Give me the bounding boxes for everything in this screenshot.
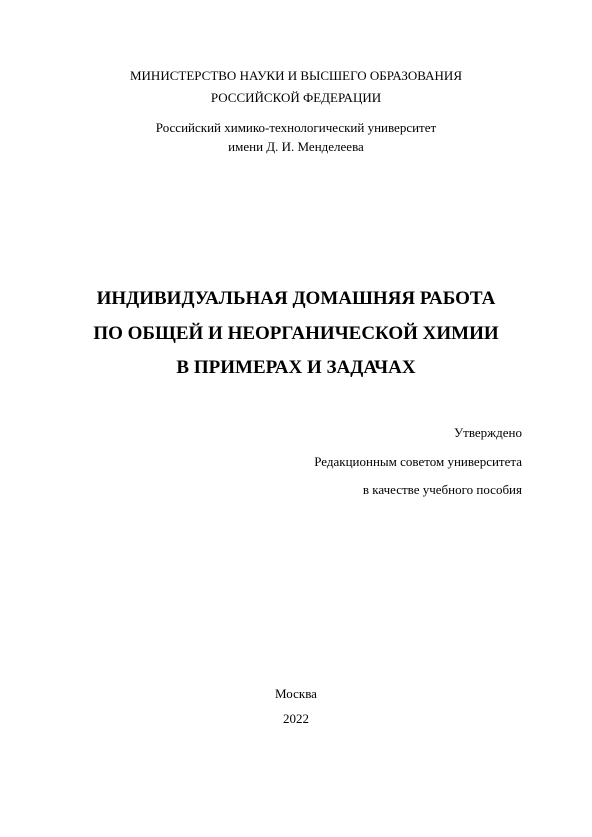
ministry-name-line1: МИНИСТЕРСТВО НАУКИ И ВЫСШЕГО ОБРАЗОВАНИЯ: [129, 68, 462, 83]
document-title-line3: В ПРИМЕРАХ И ЗАДАЧАХ: [176, 357, 416, 378]
publication-year: 2022: [283, 711, 309, 726]
university-name-line1: Российский химико-технологический университет: [155, 120, 437, 135]
approval-line3: в качестве учебного пособия: [362, 482, 522, 497]
document-title-line1: ИНДИВИДУАЛЬНАЯ ДОМАШНЯЯ РАБОТА: [96, 288, 496, 309]
approval-line2: Редакционным советом университета: [314, 454, 522, 469]
ministry-name-line2: РОССИЙСКОЙ ФЕДЕРАЦИИ: [210, 90, 382, 105]
publication-city: Москва: [275, 686, 317, 701]
university-name-line2: имени Д. И. Менделеева: [228, 139, 364, 154]
document-title-line2: ПО ОБЩЕЙ И НЕОРГАНИЧЕСКОЙ ХИМИИ: [93, 323, 499, 344]
approval-line1: Утверждено: [453, 425, 522, 440]
